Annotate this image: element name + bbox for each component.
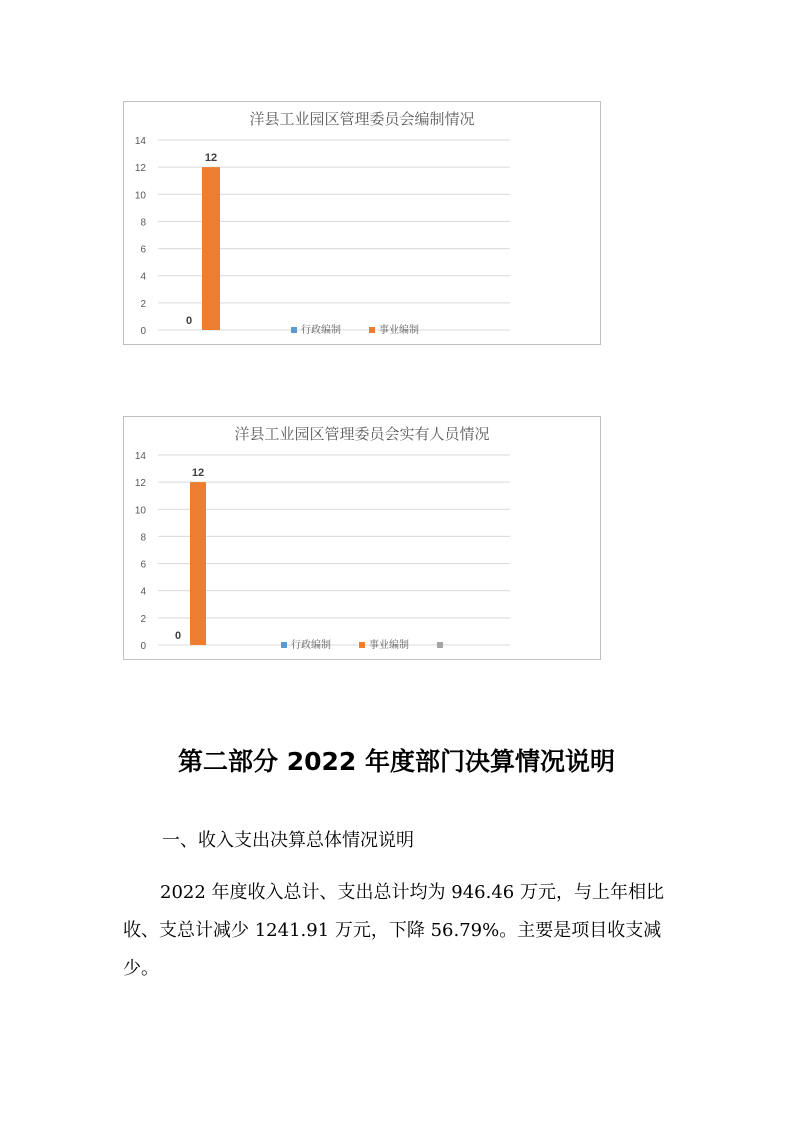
legend-label: 行政编制	[301, 325, 341, 336]
y-tick-label: 8	[140, 532, 146, 544]
summary-paragraph: 2022 年度收入总计、支出总计均为 946.46 万元，与上年相比收、支总计减少 1241.91 万元，下降 56.79%。主要是项目收支减少。	[123, 882, 664, 979]
legend-marker	[359, 642, 365, 648]
y-tick-label: 8	[140, 217, 146, 229]
staffing-chart-plot	[124, 102, 600, 344]
staffing-chart	[123, 101, 601, 345]
legend-marker	[291, 327, 297, 333]
data-label: 12	[191, 467, 205, 480]
bar	[202, 167, 220, 330]
data-label: 0	[185, 315, 193, 327]
chart-title: 洋县工业园区管理委员会编制情况	[249, 110, 475, 128]
y-tick-label: 4	[140, 586, 146, 598]
legend-label: 事业编制	[379, 325, 419, 336]
y-tick-label: 14	[134, 451, 146, 462]
data-label: 0	[174, 630, 182, 642]
y-tick-label: 0	[140, 641, 146, 652]
section-heading: 一、收入支出决算总体情况说明	[162, 830, 414, 851]
y-tick-label: 2	[140, 613, 146, 625]
legend-label: 行政编制	[291, 640, 331, 651]
y-tick-label: 12	[134, 163, 146, 175]
y-tick-label: 4	[140, 271, 146, 283]
chart-title: 洋县工业园区管理委员会实有人员情况	[234, 425, 490, 443]
legend-marker	[437, 642, 443, 648]
y-tick-label: 10	[134, 190, 146, 202]
legend-marker	[369, 327, 375, 333]
y-tick-label: 6	[140, 559, 146, 571]
y-tick-label: 0	[140, 326, 146, 337]
legend-marker	[281, 642, 287, 648]
data-label: 12	[204, 152, 218, 165]
actual-staff-chart	[123, 416, 601, 660]
y-tick-label: 2	[140, 298, 146, 310]
y-tick-label: 10	[134, 505, 146, 517]
bar	[190, 482, 206, 645]
y-tick-label: 6	[140, 244, 146, 256]
actual-staff-chart-plot	[124, 417, 600, 659]
y-tick-label: 14	[134, 136, 146, 147]
part-heading: 第二部分 2022 年度部门决算情况说明	[178, 747, 615, 776]
y-tick-label: 12	[134, 478, 146, 490]
legend-label: 事业编制	[369, 640, 409, 651]
